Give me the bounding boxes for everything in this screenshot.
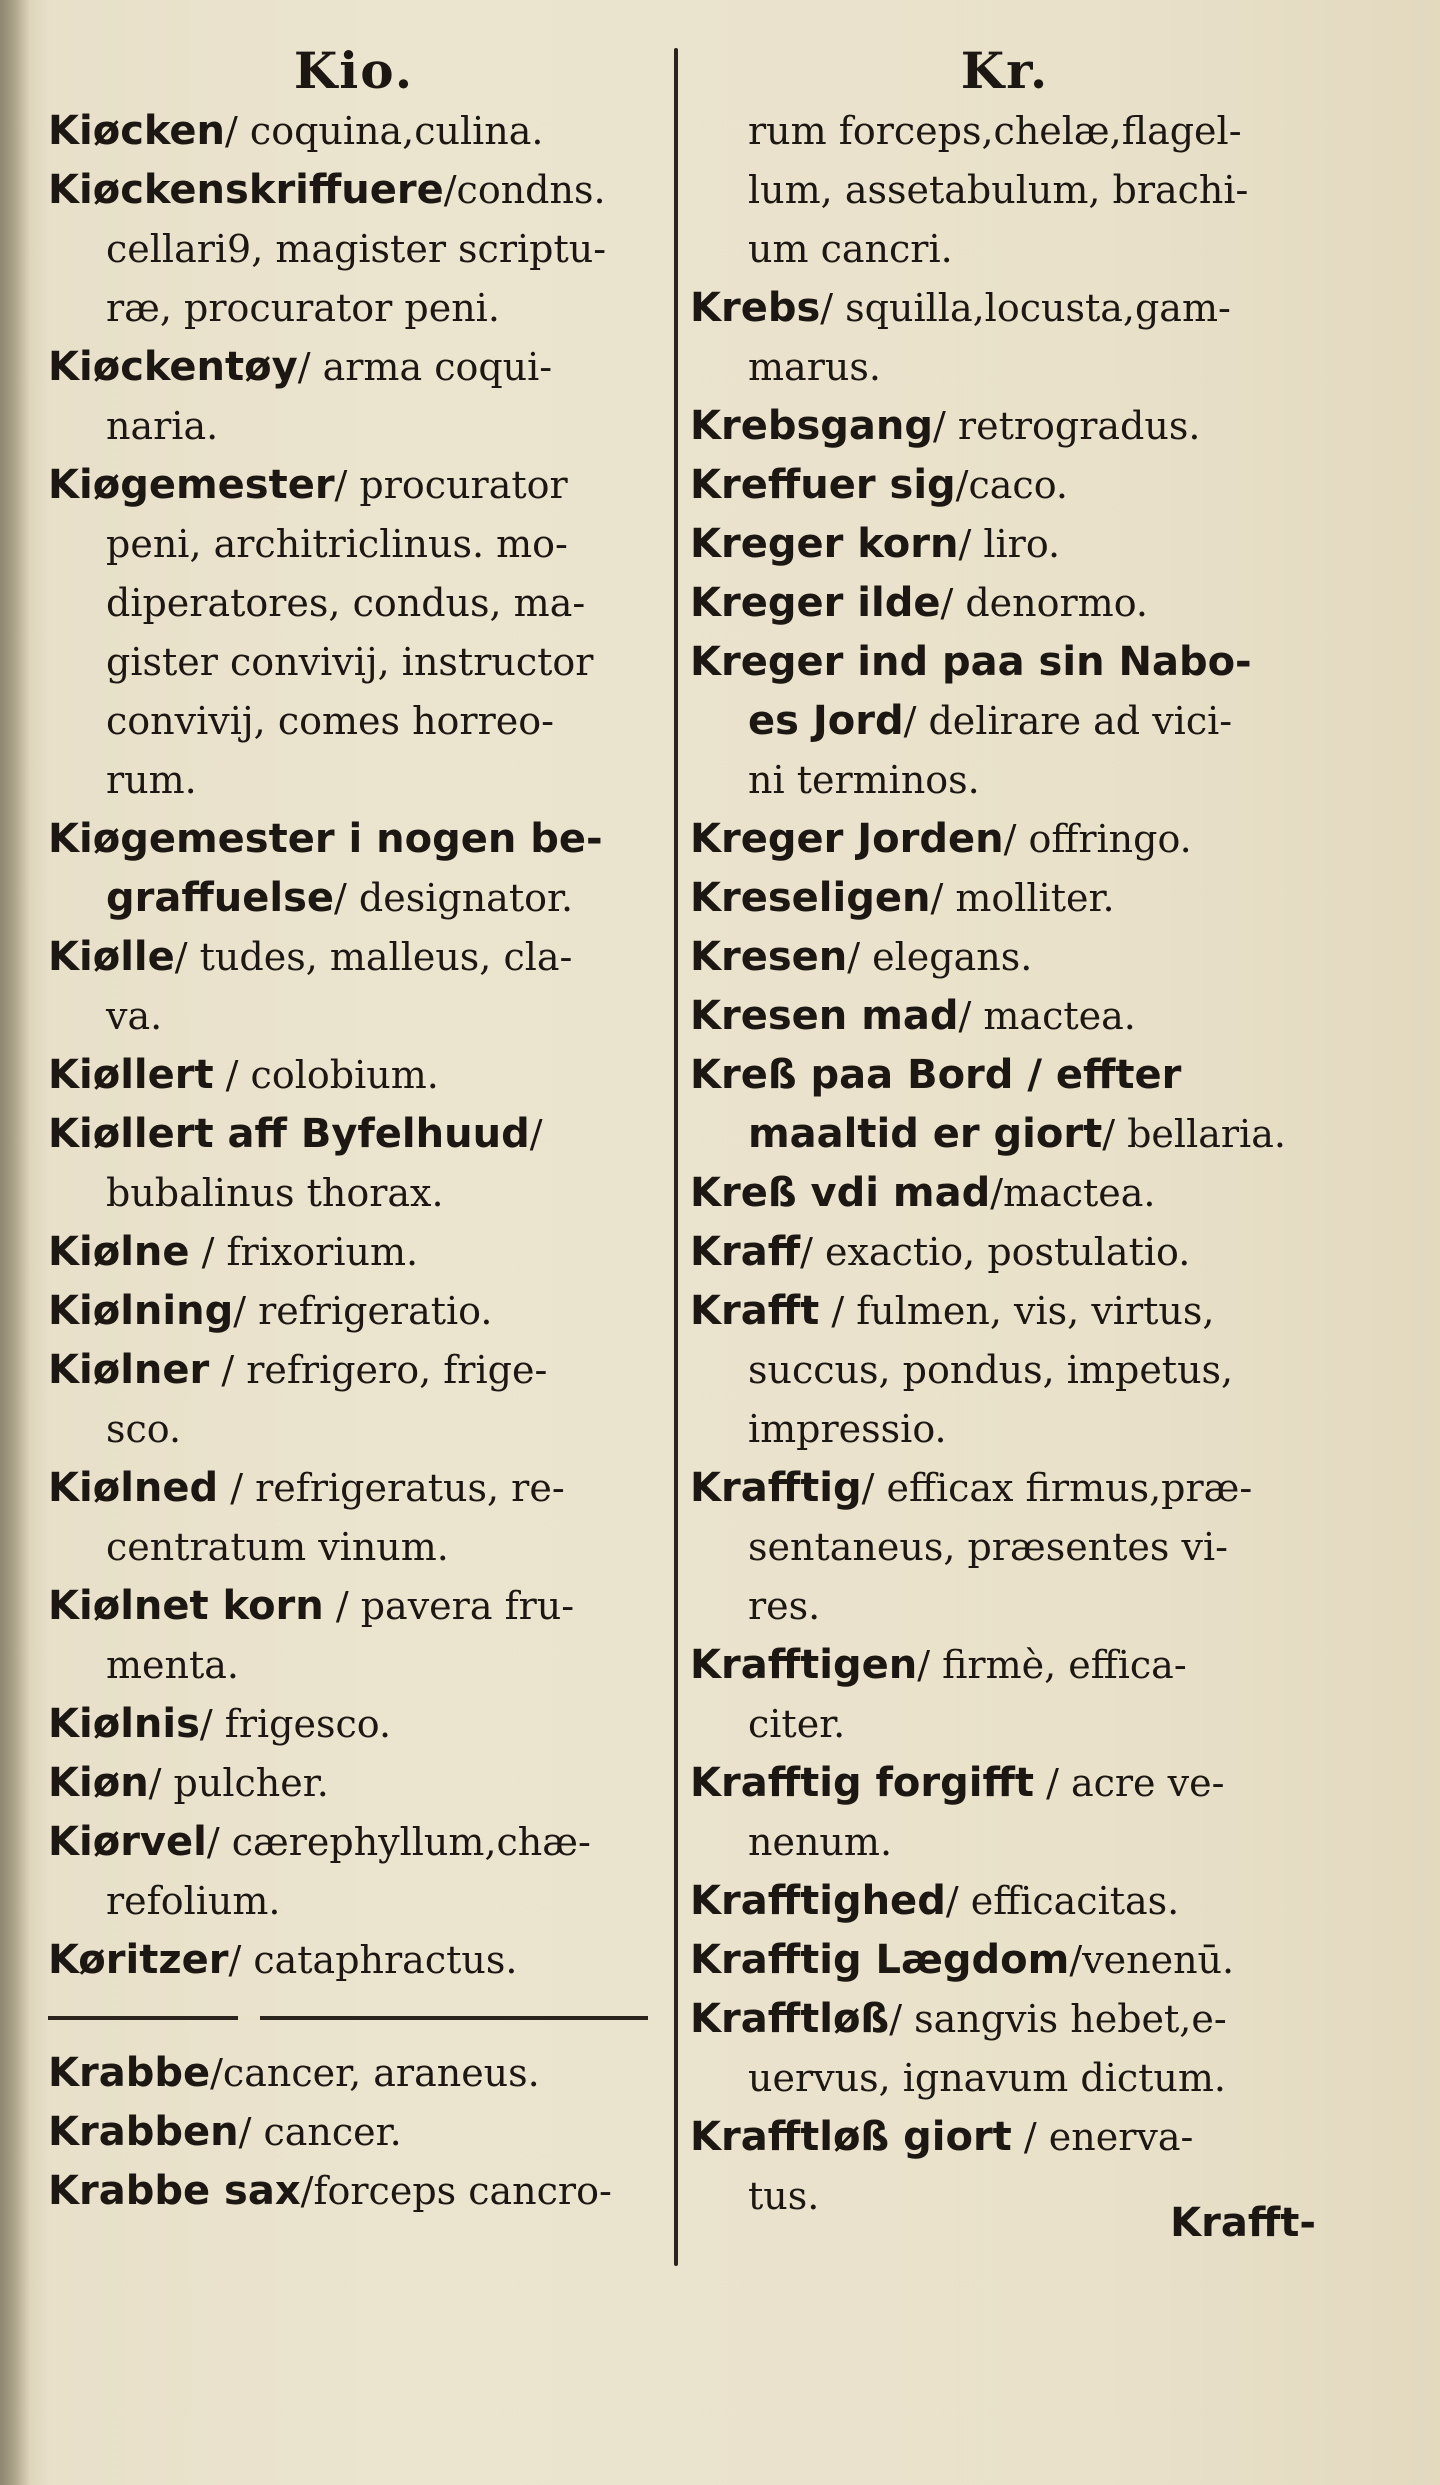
left-entry-list <box>48 102 660 1990</box>
entry-line <box>690 279 1320 338</box>
definition-text: / molliter. <box>930 876 1115 920</box>
entry-line <box>48 1813 660 1872</box>
definition-text: /venenū. <box>1069 1938 1235 1982</box>
entry-line <box>690 574 1320 633</box>
entry-line <box>690 633 1320 692</box>
dictionary-entry <box>48 2162 660 2221</box>
dictionary-entry <box>48 1754 660 1813</box>
headword: Krabben <box>48 2109 239 2155</box>
entry-line <box>48 2044 660 2103</box>
definition-text: naria. <box>106 404 219 448</box>
definition-text: bubalinus thorax. <box>106 1171 444 1215</box>
dictionary-entry <box>690 279 1320 397</box>
catchword: Krafft- <box>1170 2200 1316 2246</box>
entry-line <box>690 1282 1320 1341</box>
dictionary-entry <box>690 810 1320 869</box>
headword: Kiøgemester <box>48 462 335 508</box>
headword: Kreffuer sig <box>690 462 956 508</box>
entry-continuation-line <box>48 1518 660 1577</box>
dictionary-entry <box>690 102 1320 279</box>
dictionary-entry <box>48 102 660 161</box>
entry-line <box>48 928 660 987</box>
entry-continuation-line <box>690 1518 1320 1577</box>
definition-text: nenum. <box>748 1820 893 1864</box>
entry-continuation-line <box>690 161 1320 220</box>
dictionary-entry <box>48 2103 660 2162</box>
dictionary-entry <box>48 338 660 456</box>
headword: Kiølle <box>48 934 175 980</box>
definition-text: cellari9, magister scriptu- <box>106 227 607 271</box>
definition-text: / delirare ad vici- <box>903 699 1233 743</box>
entry-line <box>48 1223 660 1282</box>
definition-text: / refrigeratio. <box>233 1289 493 1333</box>
dictionary-entry <box>690 1872 1320 1931</box>
definition-text: / fulmen, vis, virtus, <box>819 1289 1215 1333</box>
headword: Krebsgang <box>690 403 934 449</box>
entry-line <box>690 1046 1320 1105</box>
left-column <box>48 40 660 2221</box>
entry-continuation-line <box>48 1164 660 1223</box>
dictionary-entry <box>690 397 1320 456</box>
right-column <box>690 40 1320 2226</box>
section-rule <box>48 2016 648 2020</box>
entry-continuation-line <box>690 1695 1320 1754</box>
dictionary-entry <box>690 1223 1320 1282</box>
definition-text: sco. <box>106 1407 182 1451</box>
definition-text: / cataphractus. <box>228 1938 518 1982</box>
definition-text: ni terminos. <box>748 758 980 802</box>
definition-text: / enerva- <box>1011 2115 1194 2159</box>
definition-text: /condns. <box>443 168 606 212</box>
column-divider <box>674 48 678 2266</box>
definition-text: rum. <box>106 758 197 802</box>
headword: Krafftig Lægdom <box>690 1937 1070 1983</box>
headword: Krafftløß giort <box>690 2114 1012 2160</box>
headword: Krafftig forgifft <box>690 1760 1034 1806</box>
headword: Kiøckentøy <box>48 344 298 390</box>
headword: Kreger ind paa sin Nabo- <box>690 639 1252 685</box>
headword-continuation: graffuelse <box>106 875 335 921</box>
definition-text: / efficacitas. <box>945 1879 1180 1923</box>
headword: Krafftløß <box>690 1996 890 2042</box>
definition-text: uervus, ignavum dictum. <box>748 2056 1227 2100</box>
headword: Krebs <box>690 285 821 331</box>
entry-continuation-line <box>48 987 660 1046</box>
entry-continuation-line <box>48 1636 660 1695</box>
entry-line <box>48 338 660 397</box>
definition-text: / frixorium. <box>189 1230 419 1274</box>
definition-text: diperatores, condus, ma- <box>106 581 586 625</box>
definition-text: peni, architriclinus. mo- <box>106 522 568 566</box>
entry-line <box>690 1459 1320 1518</box>
entry-line <box>690 1754 1320 1813</box>
entry-line <box>48 1577 660 1636</box>
dictionary-entry <box>690 987 1320 1046</box>
entry-continuation-line <box>690 692 1320 751</box>
headword: Kresen <box>690 934 848 980</box>
headword: Kreger Jorden <box>690 816 1004 862</box>
definition-text: / coquina,culina. <box>225 109 544 153</box>
definition-text: um cancri. <box>748 227 953 271</box>
dictionary-entry <box>690 1990 1320 2108</box>
definition-text: gister convivij, instructor <box>106 640 594 684</box>
definition-text: /forceps cancro- <box>300 2169 612 2213</box>
dictionary-entry <box>690 1282 1320 1459</box>
dictionary-entry <box>690 928 1320 987</box>
dictionary-entry <box>690 1164 1320 1223</box>
entry-line <box>690 928 1320 987</box>
entry-line <box>690 456 1320 515</box>
entry-line <box>690 869 1320 928</box>
dictionary-entry <box>48 1282 660 1341</box>
entry-line <box>690 810 1320 869</box>
dictionary-entry <box>48 928 660 1046</box>
entry-line <box>48 2162 660 2221</box>
left-entry-list-after-rule <box>48 2044 660 2221</box>
dictionary-entry <box>48 1459 660 1577</box>
right-entry-list <box>690 102 1320 2226</box>
definition-text: / bellaria. <box>1102 1112 1286 1156</box>
definition-text: centratum vinum. <box>106 1525 449 1569</box>
headword: Kraff <box>690 1229 801 1275</box>
headword: Kiøllert aff Byfelhuud <box>48 1111 530 1157</box>
dictionary-entry <box>48 1695 660 1754</box>
entry-continuation-line <box>690 1577 1320 1636</box>
entry-line <box>690 515 1320 574</box>
dictionary-entry <box>690 574 1320 633</box>
entry-continuation-line <box>48 1872 660 1931</box>
definition-text: va. <box>106 994 163 1038</box>
definition-text: lum, assetabulum, brachi- <box>748 168 1249 212</box>
entry-line <box>48 1459 660 1518</box>
definition-text: / retrogradus. <box>933 404 1201 448</box>
entry-continuation-line <box>48 869 660 928</box>
entry-continuation-line <box>690 1341 1320 1400</box>
entry-continuation-line <box>48 574 660 633</box>
entry-continuation-line <box>690 220 1320 279</box>
headword: Kiølne <box>48 1229 190 1275</box>
entry-line <box>690 1990 1320 2049</box>
entry-continuation-line <box>690 1813 1320 1872</box>
left-column-header: Kio. <box>293 41 415 100</box>
definition-text: res. <box>748 1584 821 1628</box>
right-column-header: Kr. <box>960 41 1050 100</box>
definition-text: / liro. <box>958 522 1061 566</box>
headword: Kiølning <box>48 1288 234 1334</box>
entry-line <box>48 1754 660 1813</box>
headword-continuation: es Jord <box>748 698 904 744</box>
headword: Kresen mad <box>690 993 959 1039</box>
entry-line <box>48 1341 660 1400</box>
definition-text: / cancer. <box>238 2110 402 2154</box>
dictionary-entry <box>48 1577 660 1695</box>
dictionary-entry <box>690 1636 1320 1754</box>
definition-text: convivij, comes horreo- <box>106 699 554 743</box>
headword: Køritzer <box>48 1937 229 1983</box>
definition-text: / exactio, postulatio. <box>800 1230 1191 1274</box>
dictionary-entry <box>690 456 1320 515</box>
headword: Krabbe sax <box>48 2168 301 2214</box>
dictionary-entry <box>690 1754 1320 1872</box>
entry-line <box>690 1223 1320 1282</box>
dictionary-entry <box>48 1341 660 1459</box>
definition-text: / squilla,locusta,gam- <box>820 286 1231 330</box>
dictionary-entry <box>48 1046 660 1105</box>
headword: Kreß paa Bord / effter <box>690 1052 1182 1098</box>
dictionary-entry <box>48 161 660 338</box>
definition-text: ræ, procurator peni. <box>106 286 500 330</box>
entry-line <box>690 1931 1320 1990</box>
entry-continuation-line <box>48 633 660 692</box>
definition-text: / offringo. <box>1003 817 1192 861</box>
definition-text: impressio. <box>748 1407 947 1451</box>
definition-text: marus. <box>748 345 881 389</box>
headword: Kreger korn <box>690 521 959 567</box>
definition-text: / tudes, malleus, cla- <box>174 935 573 979</box>
definition-text: / colobium. <box>213 1053 439 1097</box>
entry-line <box>48 1931 660 1990</box>
entry-continuation-line <box>48 279 660 338</box>
headword: Kiørvel <box>48 1819 207 1865</box>
entry-continuation-line <box>48 220 660 279</box>
definition-text: / refrigero, frige- <box>209 1348 548 1392</box>
headword: Kreseligen <box>690 875 931 921</box>
definition-text: refolium. <box>106 1879 281 1923</box>
definition-text: tus. <box>748 2174 820 2218</box>
definition-text: citer. <box>748 1702 846 1746</box>
definition-text: menta. <box>106 1643 239 1687</box>
headword: Kiølnis <box>48 1701 200 1747</box>
definition-text: /caco. <box>955 463 1068 507</box>
definition-text: / <box>529 1112 543 1156</box>
headword: Kiølner <box>48 1347 210 1393</box>
definition-text: / arma coqui- <box>297 345 553 389</box>
headword: Krafftig <box>690 1465 862 1511</box>
headword-continuation: maaltid er giort <box>748 1111 1103 1157</box>
entry-line <box>48 1105 660 1164</box>
dictionary-entry <box>48 2044 660 2103</box>
definition-text: / frigesco. <box>199 1702 392 1746</box>
definition-text: / elegans. <box>847 935 1033 979</box>
definition-text: /cancer, araneus. <box>210 2051 540 2095</box>
definition-text: / pavera fru- <box>323 1584 575 1628</box>
entry-continuation-line <box>48 1400 660 1459</box>
dictionary-entry <box>690 633 1320 810</box>
headword: Kiøcken <box>48 108 226 154</box>
headword: Kreger ilde <box>690 580 941 626</box>
headword: Kreß vdi mad <box>690 1170 991 1216</box>
definition-text: / cærephyllum,chæ- <box>206 1820 591 1864</box>
entry-line <box>690 1636 1320 1695</box>
dictionary-entry <box>48 456 660 810</box>
entry-continuation-line <box>690 751 1320 810</box>
dictionary-entry <box>690 1931 1320 1990</box>
entry-continuation-line <box>48 397 660 456</box>
entry-line <box>690 1164 1320 1223</box>
dictionary-entry <box>48 1223 660 1282</box>
entry-continuation-line <box>690 2049 1320 2108</box>
entry-line <box>48 810 660 869</box>
definition-text: / refrigeratus, re- <box>218 1466 565 1510</box>
entry-line <box>48 102 660 161</box>
headword: Kiøn <box>48 1760 149 1806</box>
headword: Krabbe <box>48 2050 211 2096</box>
definition-text: succus, pondus, impetus, <box>748 1348 1234 1392</box>
entry-line <box>48 456 660 515</box>
entry-line <box>48 1046 660 1105</box>
definition-text: rum forceps,chelæ,flagel- <box>748 109 1242 153</box>
entry-line <box>48 2103 660 2162</box>
entry-line <box>690 102 1320 161</box>
entry-line <box>690 397 1320 456</box>
definition-text: / firmè, effica- <box>917 1643 1187 1687</box>
definition-text: /mactea. <box>990 1171 1156 1215</box>
definition-text: / procurator <box>334 463 568 507</box>
headword: Krafftighed <box>690 1878 946 1924</box>
definition-text: / mactea. <box>958 994 1136 1038</box>
dictionary-entry <box>48 1931 660 1990</box>
definition-text: / designator. <box>334 876 574 920</box>
entry-continuation-line <box>48 692 660 751</box>
headword: Kiølned <box>48 1465 219 1511</box>
definition-text: / sangvis hebet,e- <box>889 1997 1227 2041</box>
entry-line <box>48 1282 660 1341</box>
entry-continuation-line <box>48 515 660 574</box>
headword: Kiølnet korn <box>48 1583 324 1629</box>
dictionary-entry <box>690 1459 1320 1636</box>
entry-line <box>690 2108 1320 2167</box>
headword: Krafft <box>690 1288 820 1334</box>
definition-text: / pulcher. <box>148 1761 329 1805</box>
entry-line <box>690 987 1320 1046</box>
entry-line <box>48 1695 660 1754</box>
definition-text: / denormo. <box>940 581 1148 625</box>
definition-text: sentaneus, præsentes vi- <box>748 1525 1228 1569</box>
headword: Kiøckenskriffuere <box>48 167 444 213</box>
definition-text: / efficax firmus,præ- <box>861 1466 1253 1510</box>
dictionary-entry <box>690 869 1320 928</box>
entry-continuation-line <box>690 1105 1320 1164</box>
dictionary-entry <box>48 1813 660 1931</box>
headword: Kiøgemester i nogen be- <box>48 816 603 862</box>
dictionary-entry <box>690 1046 1320 1164</box>
entry-continuation-line <box>690 1400 1320 1459</box>
dictionary-entry <box>48 1105 660 1223</box>
dictionary-entry <box>690 515 1320 574</box>
dictionary-entry <box>48 810 660 928</box>
entry-continuation-line <box>690 338 1320 397</box>
headword: Kiøllert <box>48 1052 214 1098</box>
entry-continuation-line <box>48 751 660 810</box>
entry-line <box>48 161 660 220</box>
headword: Krafftigen <box>690 1642 918 1688</box>
entry-line <box>690 1872 1320 1931</box>
definition-text: / acre ve- <box>1033 1761 1225 1805</box>
